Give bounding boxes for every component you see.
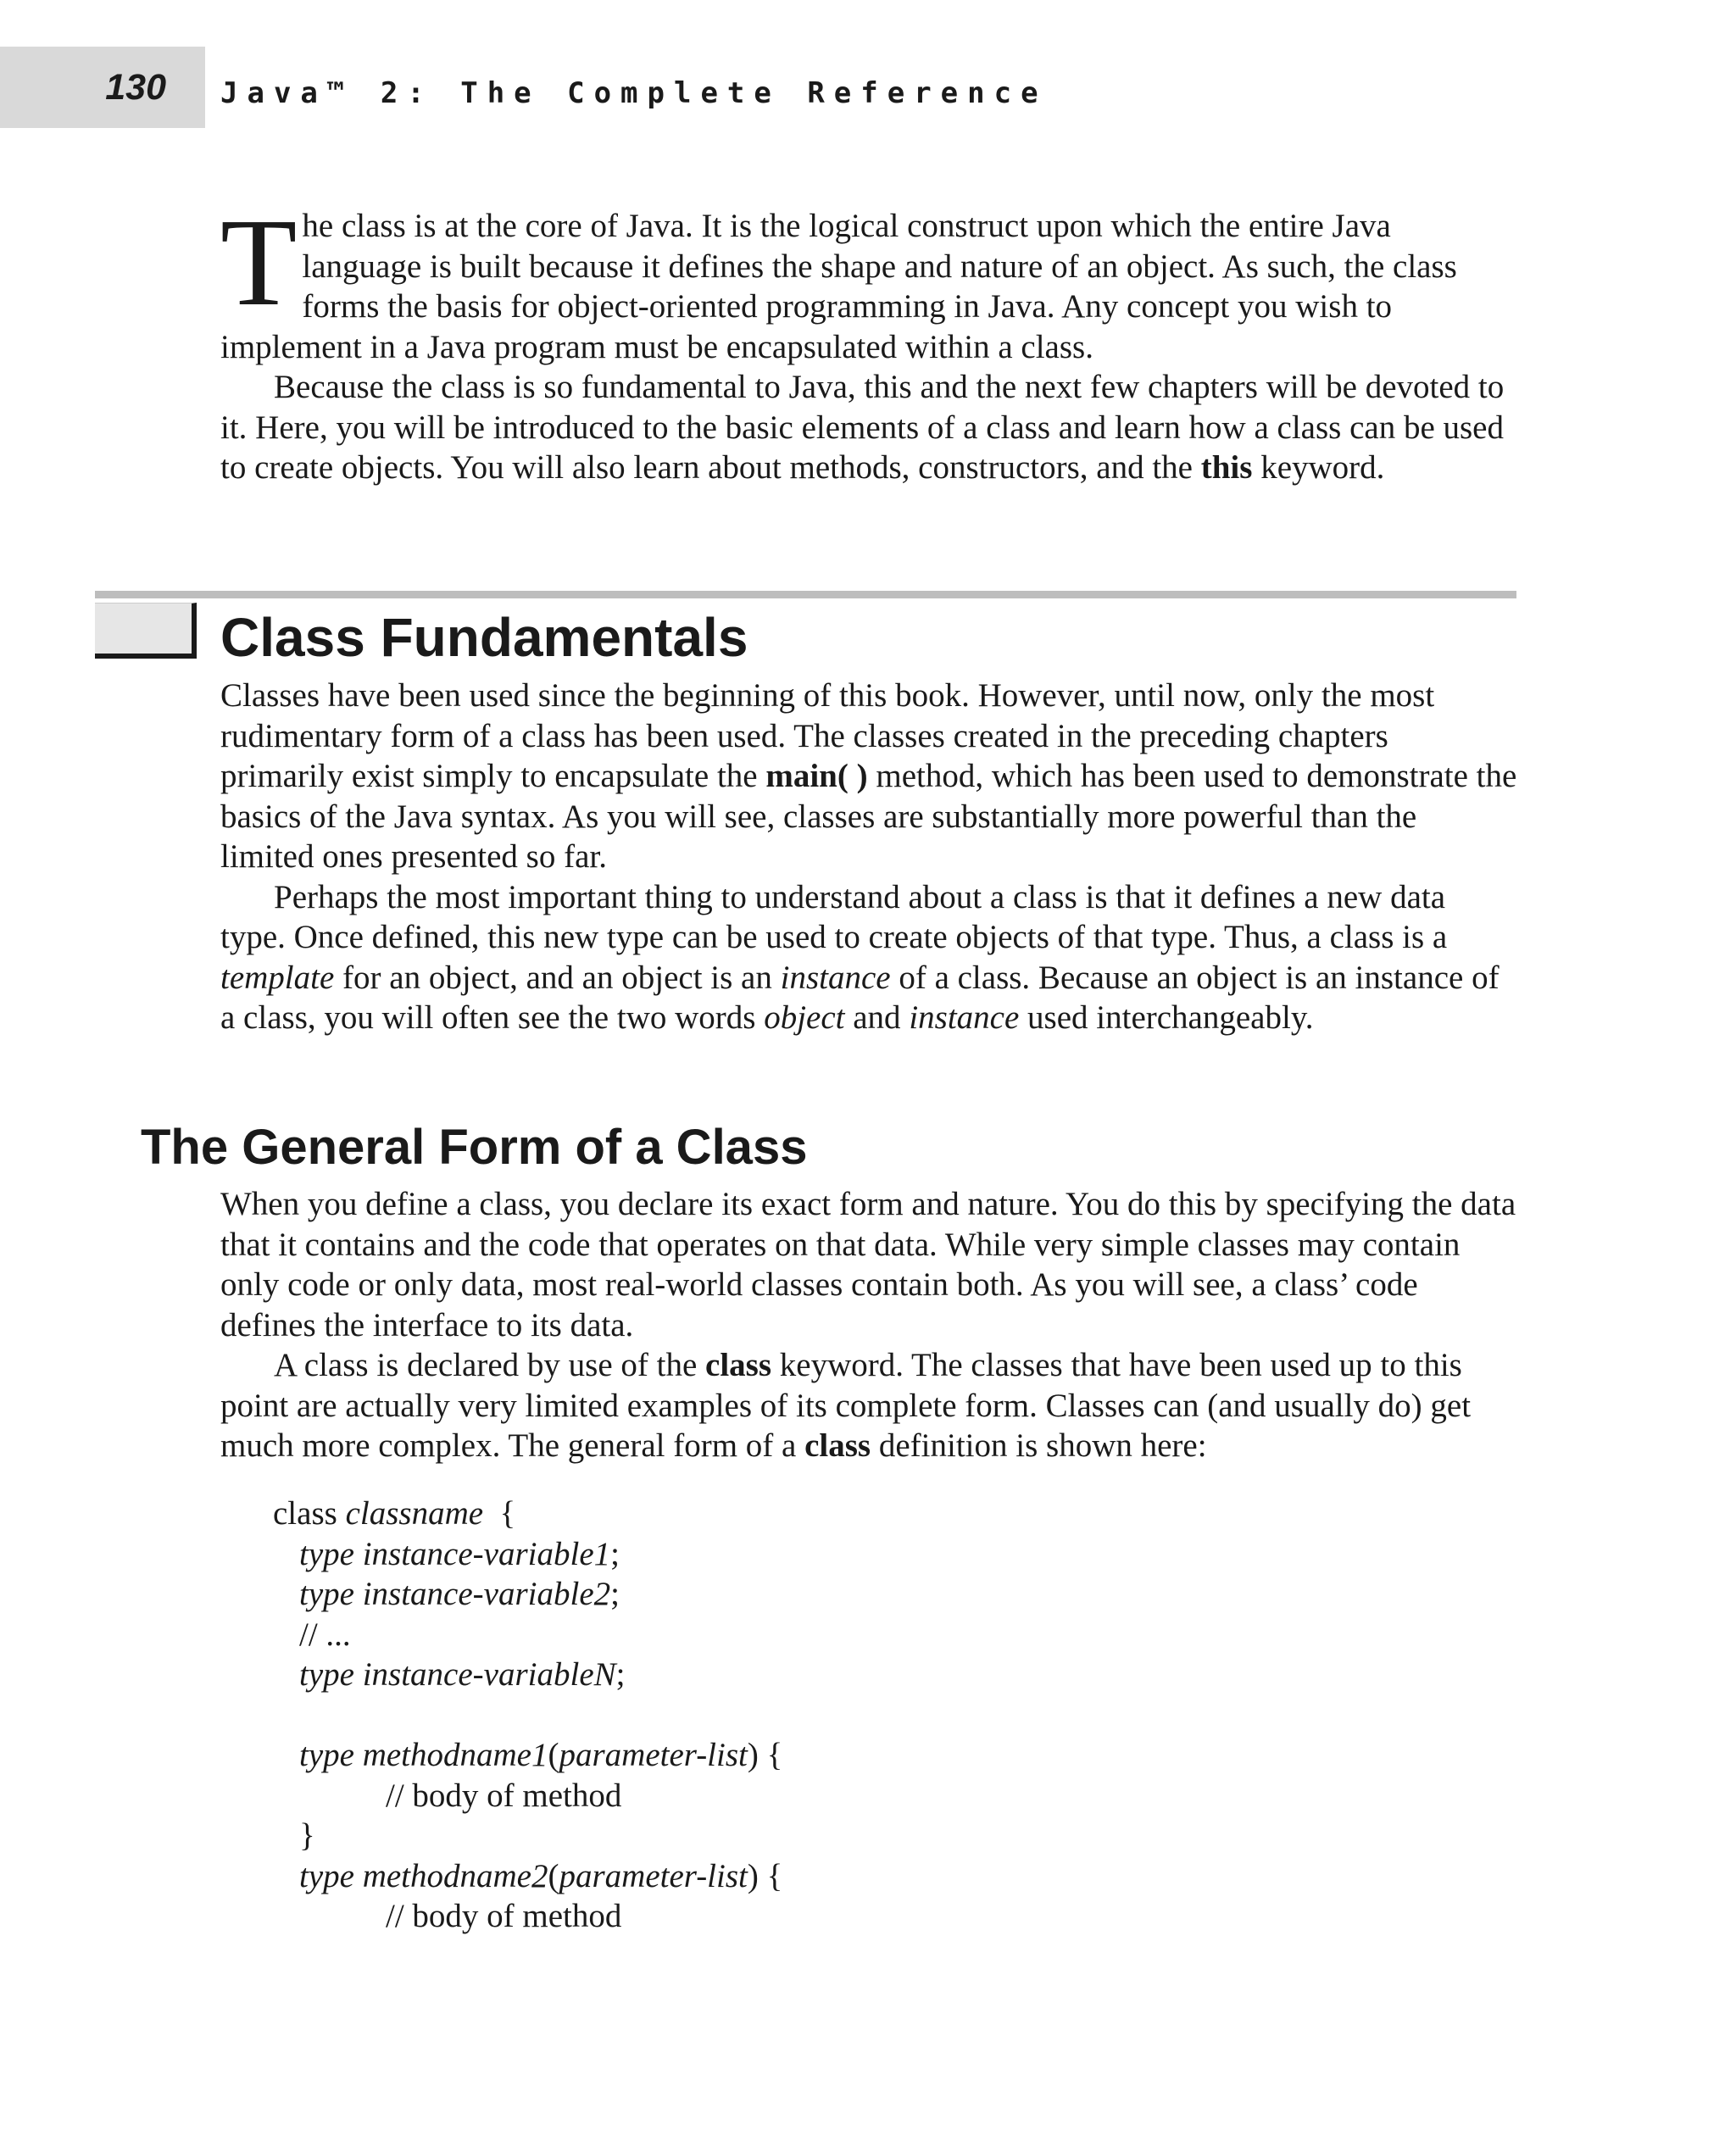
keyword-this: this — [1200, 449, 1253, 486]
code-placeholder: type instance-variableN — [299, 1656, 616, 1693]
emphasis-template: template — [220, 959, 335, 996]
code-punct: ) { — [747, 1857, 783, 1894]
code-punct: ) { — [747, 1737, 783, 1773]
code-blank-line — [273, 1695, 1460, 1736]
text-run: Classes have been used since the beginning of this book. However, until now, only the most rudimentary form of a class has been used. The classes created in the preceding chapters primarily exist simply to encapsulate the — [220, 677, 1435, 794]
code-line — [273, 1896, 1460, 1937]
code-line — [273, 1574, 1460, 1615]
code-line — [273, 1776, 1460, 1816]
text-run: and — [844, 999, 910, 1036]
keyword-main: main( ) — [765, 758, 868, 794]
text-run: keyword. — [1252, 449, 1385, 486]
keyword-class: class — [705, 1347, 772, 1383]
text-run: keyword. The classes that have been used up to this point are actually very limited examples of its complete form. Classes can (and usually do) get much more complex. The general form of a — [220, 1347, 1472, 1464]
page-number: 130 — [105, 67, 166, 108]
code-line — [273, 1494, 1460, 1534]
class-fundamentals-paragraph-1 — [220, 676, 1517, 877]
code-punct: ( — [548, 1857, 559, 1894]
code-listing — [273, 1494, 1460, 1937]
section-marker-box — [95, 603, 197, 659]
code-brace: { — [483, 1495, 516, 1532]
general-form-paragraph-1: When you define a class, you declare its exact form and nature. You do this by specifying the data that it contains and the code that operates on that data. While very simple classes may contain only code or only data, most real-world classes contain both. As you will see, a class’ code defines the interface to its data. — [220, 1186, 1516, 1343]
code-line — [273, 1816, 1460, 1856]
section-rule — [95, 591, 1516, 598]
text-run: definition is shown here: — [871, 1427, 1207, 1464]
code-line — [273, 1534, 1460, 1575]
class-fundamentals-paragraph-2 — [220, 877, 1517, 1038]
running-head: Java™ 2: The Complete Reference — [220, 76, 1048, 110]
code-placeholder: type instance-variable2 — [299, 1576, 611, 1612]
intro-paragraph-1 — [220, 193, 1517, 367]
code-placeholder: type instance-variable1 — [299, 1535, 611, 1572]
code-comment: // body of method — [386, 1777, 622, 1814]
code-placeholder: parameter-list — [559, 1737, 748, 1773]
code-punct: ( — [548, 1737, 559, 1773]
text-run: used interchangeably. — [1019, 999, 1314, 1036]
class-fundamentals-section — [220, 676, 1517, 1038]
code-brace: } — [299, 1817, 315, 1854]
code-line — [273, 1856, 1460, 1897]
text-run: method, which has been used to demonstrate the basics of the Java syntax. As you will see, classes are substantially more powerful than the limited ones presented so far. — [220, 758, 1517, 875]
text-run: for an object, and an object is an — [334, 959, 781, 996]
section-heading-general-form: The General Form of a Class — [141, 1120, 808, 1175]
emphasis-instance: instance — [780, 959, 891, 996]
code-placeholder: type methodname2 — [299, 1857, 548, 1894]
code-comment: // ... — [299, 1616, 351, 1653]
intro-paragraph-2 — [220, 367, 1517, 488]
code-placeholder: type methodname1 — [299, 1737, 548, 1773]
section-heading-class-fundamentals: Class Fundamentals — [220, 607, 748, 668]
code-comment: // body of method — [386, 1898, 622, 1934]
code-line — [273, 1615, 1460, 1655]
code-punct: ; — [610, 1535, 620, 1572]
keyword-class: class — [804, 1427, 871, 1464]
emphasis-object: object — [764, 999, 845, 1036]
code-placeholder: classname — [345, 1495, 484, 1532]
text-run: A class is declared by use of the — [274, 1347, 706, 1383]
code-punct: ; — [610, 1576, 620, 1612]
code-keyword: class — [273, 1495, 346, 1532]
code-line — [273, 1735, 1460, 1776]
general-form-paragraph-2 — [220, 1345, 1517, 1466]
general-form-section — [220, 1184, 1517, 1466]
text-run: Perhaps the most important thing to understand about a class is that it defines a new data type. Once defined, this new type can be used to create objects of that type. Thus, a class is a — [220, 878, 1448, 955]
intro-paragraph-1-text: he class is at the core of Java. It is the logical construct upon which the entire Java language is built because it defines the shape and nature of an object. As such, the class forms the basis for object-oriented programming in Java. Any concept you wish to implement in a Java program must be encapsulated within a class. — [220, 208, 1457, 365]
code-line — [273, 1655, 1460, 1695]
text-run: of a class. Because an object is an instance of a class, you will often see the two words — [220, 959, 1500, 1036]
text-run: Because the class is so fundamental to Java, this and the next few chapters will be devoted to it. Here, you will be introduced to the basic elements of a class and learn how a class can be used to create objects. You will also learn about methods, constructors, and the — [220, 369, 1505, 486]
code-placeholder: parameter-list — [559, 1857, 748, 1894]
drop-cap: T — [220, 193, 298, 332]
emphasis-instance: instance — [909, 999, 1020, 1036]
intro-section — [220, 193, 1517, 488]
code-punct: ; — [615, 1656, 626, 1693]
